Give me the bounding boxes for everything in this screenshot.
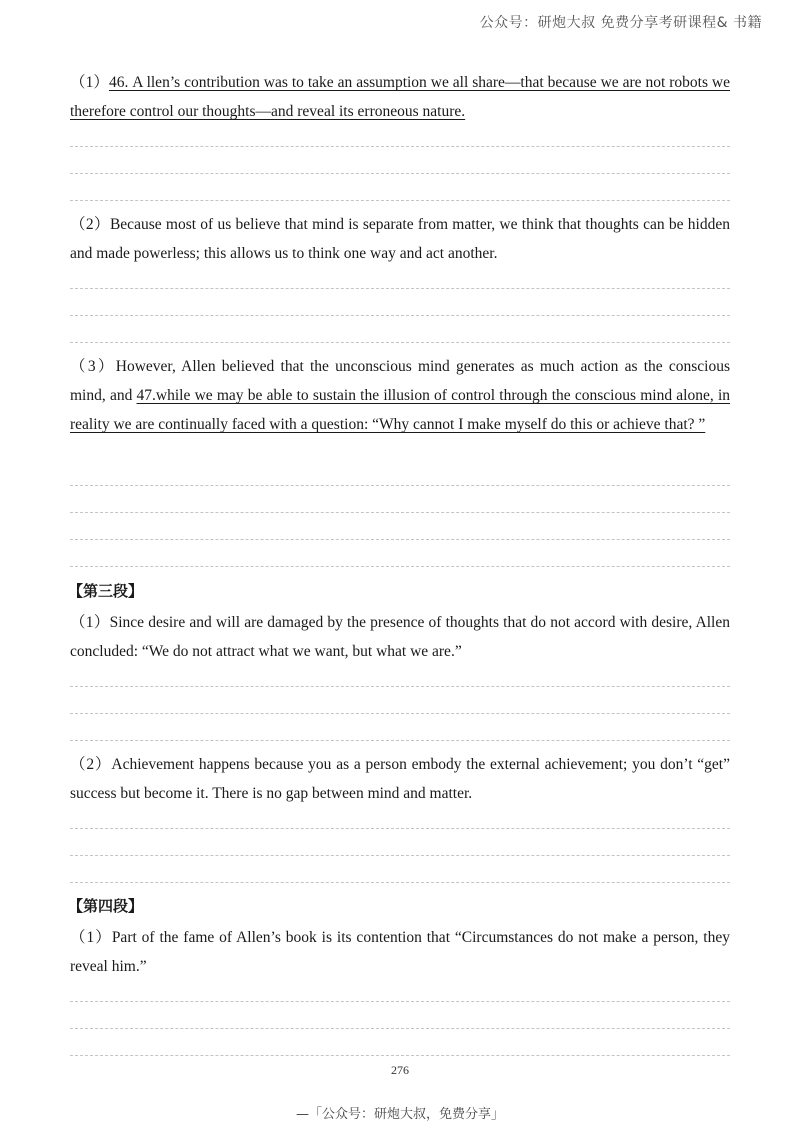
writing-line bbox=[70, 539, 730, 540]
paragraph-1 bbox=[70, 68, 730, 126]
writing-line bbox=[70, 315, 730, 316]
writing-line bbox=[70, 200, 730, 201]
paragraph-number: （2） bbox=[70, 216, 110, 233]
writing-line bbox=[70, 882, 730, 883]
writing-line bbox=[70, 1001, 730, 1002]
paragraph-number: （1） bbox=[70, 614, 110, 631]
writing-line bbox=[70, 740, 730, 741]
underlined-sentence-47: 47.while we may be able to sustain the illusion of control through the conscious mind alone, in reality we are continually faced with a question: “Why cannot I make myself do this or achieve that? ” bbox=[70, 387, 730, 433]
footer-watermark: —「公众号：研炮大叔，免费分享」 bbox=[295, 1107, 504, 1122]
paragraph-number: （1） bbox=[70, 74, 109, 91]
paragraph-text: Since desire and will are damaged by the presence of thoughts that do not accord with desire, Allen concluded: “We do not attract what we want, but what we are.” bbox=[70, 614, 730, 660]
writing-line bbox=[70, 1055, 730, 1056]
writing-line bbox=[70, 288, 730, 289]
section-heading-3: 【第三段】 bbox=[68, 582, 144, 600]
underlined-sentence-46: 46. A llen’s contribution was to take an assumption we all share—that because we are not robots we therefore control our thoughts—and reveal its erroneous nature. bbox=[70, 74, 730, 120]
writing-line bbox=[70, 512, 730, 513]
writing-line bbox=[70, 485, 730, 486]
page-number: 276 bbox=[391, 1063, 409, 1077]
header-watermark: 公众号：研炮大叔 免费分享考研课程& 书籍 bbox=[479, 15, 762, 31]
writing-line bbox=[70, 713, 730, 714]
section-heading-4: 【第四段】 bbox=[68, 897, 144, 915]
paragraph-4 bbox=[70, 608, 730, 666]
writing-line bbox=[70, 855, 730, 856]
paragraph-number: （2） bbox=[70, 756, 112, 773]
writing-line bbox=[70, 173, 730, 174]
writing-line bbox=[70, 146, 730, 147]
paragraph-2 bbox=[70, 210, 730, 268]
paragraph-text: Part of the fame of Allen’s book is its contention that “Circumstances do not make a person, they reveal him.” bbox=[70, 929, 730, 975]
writing-line bbox=[70, 1028, 730, 1029]
paragraph-text: However, Allen believed that the unconscious mind generates as much action as the conscious mind, and bbox=[70, 358, 730, 404]
paragraph-number: （3） bbox=[70, 358, 116, 375]
writing-line bbox=[70, 686, 730, 687]
writing-line bbox=[70, 828, 730, 829]
writing-line bbox=[70, 566, 730, 567]
writing-line bbox=[70, 342, 730, 343]
paragraph-6 bbox=[70, 923, 730, 981]
paragraph-5 bbox=[70, 750, 730, 808]
paragraph-number: （1） bbox=[70, 929, 112, 946]
paragraph-text: Because most of us believe that mind is separate from matter, we think that thoughts can be hidden and made powerless; this allows us to think one way and act another. bbox=[70, 216, 730, 262]
paragraph-text: Achievement happens because you as a person embody the external achievement; you don’t “get” success but become it. There is no gap between mind and matter. bbox=[70, 756, 730, 802]
paragraph-3 bbox=[70, 352, 730, 439]
